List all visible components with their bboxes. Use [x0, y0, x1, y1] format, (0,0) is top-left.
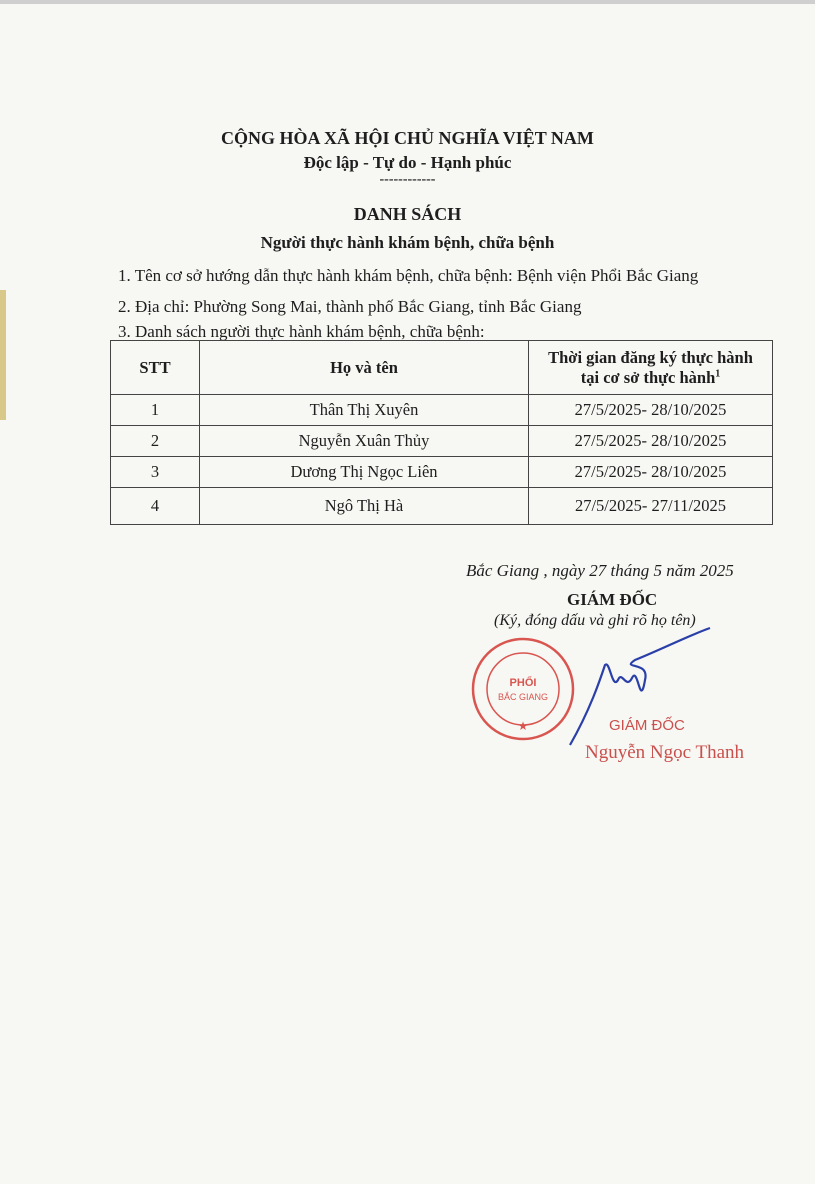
cell-name: Dương Thị Ngọc Liên: [200, 457, 529, 488]
practitioner-table: [110, 340, 773, 525]
scan-edge: [0, 0, 815, 4]
divider: ------------: [379, 172, 436, 187]
cell-stt: 1: [111, 395, 200, 426]
cell-stt: 4: [111, 488, 200, 525]
col-time-line2: tại cơ sở thực hành: [580, 367, 716, 387]
signer-role: GIÁM ĐỐC: [567, 590, 658, 609]
col-time: [529, 341, 773, 395]
cell-name: Nguyễn Xuân Thủy: [200, 426, 529, 457]
motto: Độc lập - Tự do - Hạnh phúc: [303, 153, 512, 172]
item-2: 2. Địa chỉ: Phường Song Mai, thành phố Bắc Giang, tỉnh Bắc Giang: [118, 297, 582, 316]
signer-name: Nguyễn Ngọc Thanh: [585, 742, 745, 763]
cell-time: 27/5/2025- 28/10/2025: [529, 457, 773, 488]
cell-time: 27/5/2025- 27/11/2025: [529, 488, 773, 525]
place-date: Bắc Giang , ngày 27 tháng 5 năm 2025: [466, 561, 734, 580]
doc-subtitle: Người thực hành khám bệnh, chữa bệnh: [260, 233, 555, 252]
cell-name: Ngô Thị Hà: [200, 488, 529, 525]
scan-strip: [0, 290, 6, 420]
footnote-mark: 1: [715, 368, 721, 379]
cell-name: Thân Thị Xuyên: [200, 395, 529, 426]
nation-heading: CỘNG HÒA XÃ HỘI CHỦ NGHĨA VIỆT NAM: [221, 128, 594, 148]
cell-stt: 3: [111, 457, 200, 488]
table-row: [111, 457, 773, 488]
item-1: 1. Tên cơ sở hướng dẫn thực hành khám bệnh, chữa bệnh: Bệnh viện Phổi Bắc Giang: [118, 266, 699, 285]
doc-title: DANH SÁCH: [353, 204, 462, 224]
sign-instruction: (Ký, đóng dấu và ghi rõ họ tên): [494, 612, 696, 629]
col-time-line1: Thời gian đăng ký thực hành: [548, 347, 753, 367]
stamp-role: GIÁM ĐỐC: [609, 717, 685, 734]
cell-stt: 2: [111, 426, 200, 457]
col-stt: STT: [111, 341, 200, 395]
col-name: Họ và tên: [200, 341, 529, 395]
svg-text:BẮC GIANG: BẮC GIANG: [497, 692, 549, 702]
cell-time: 27/5/2025- 28/10/2025: [529, 426, 773, 457]
svg-text:PHỔI: PHỔI: [509, 677, 537, 689]
table-row: [111, 395, 773, 426]
table-row: [111, 488, 773, 525]
svg-text:★: ★: [517, 719, 529, 733]
table-header: [111, 341, 773, 395]
table-row: [111, 426, 773, 457]
item-3: 3. Danh sách người thực hành khám bệnh, chữa bệnh:: [118, 322, 485, 341]
cell-time: 27/5/2025- 28/10/2025: [529, 395, 773, 426]
